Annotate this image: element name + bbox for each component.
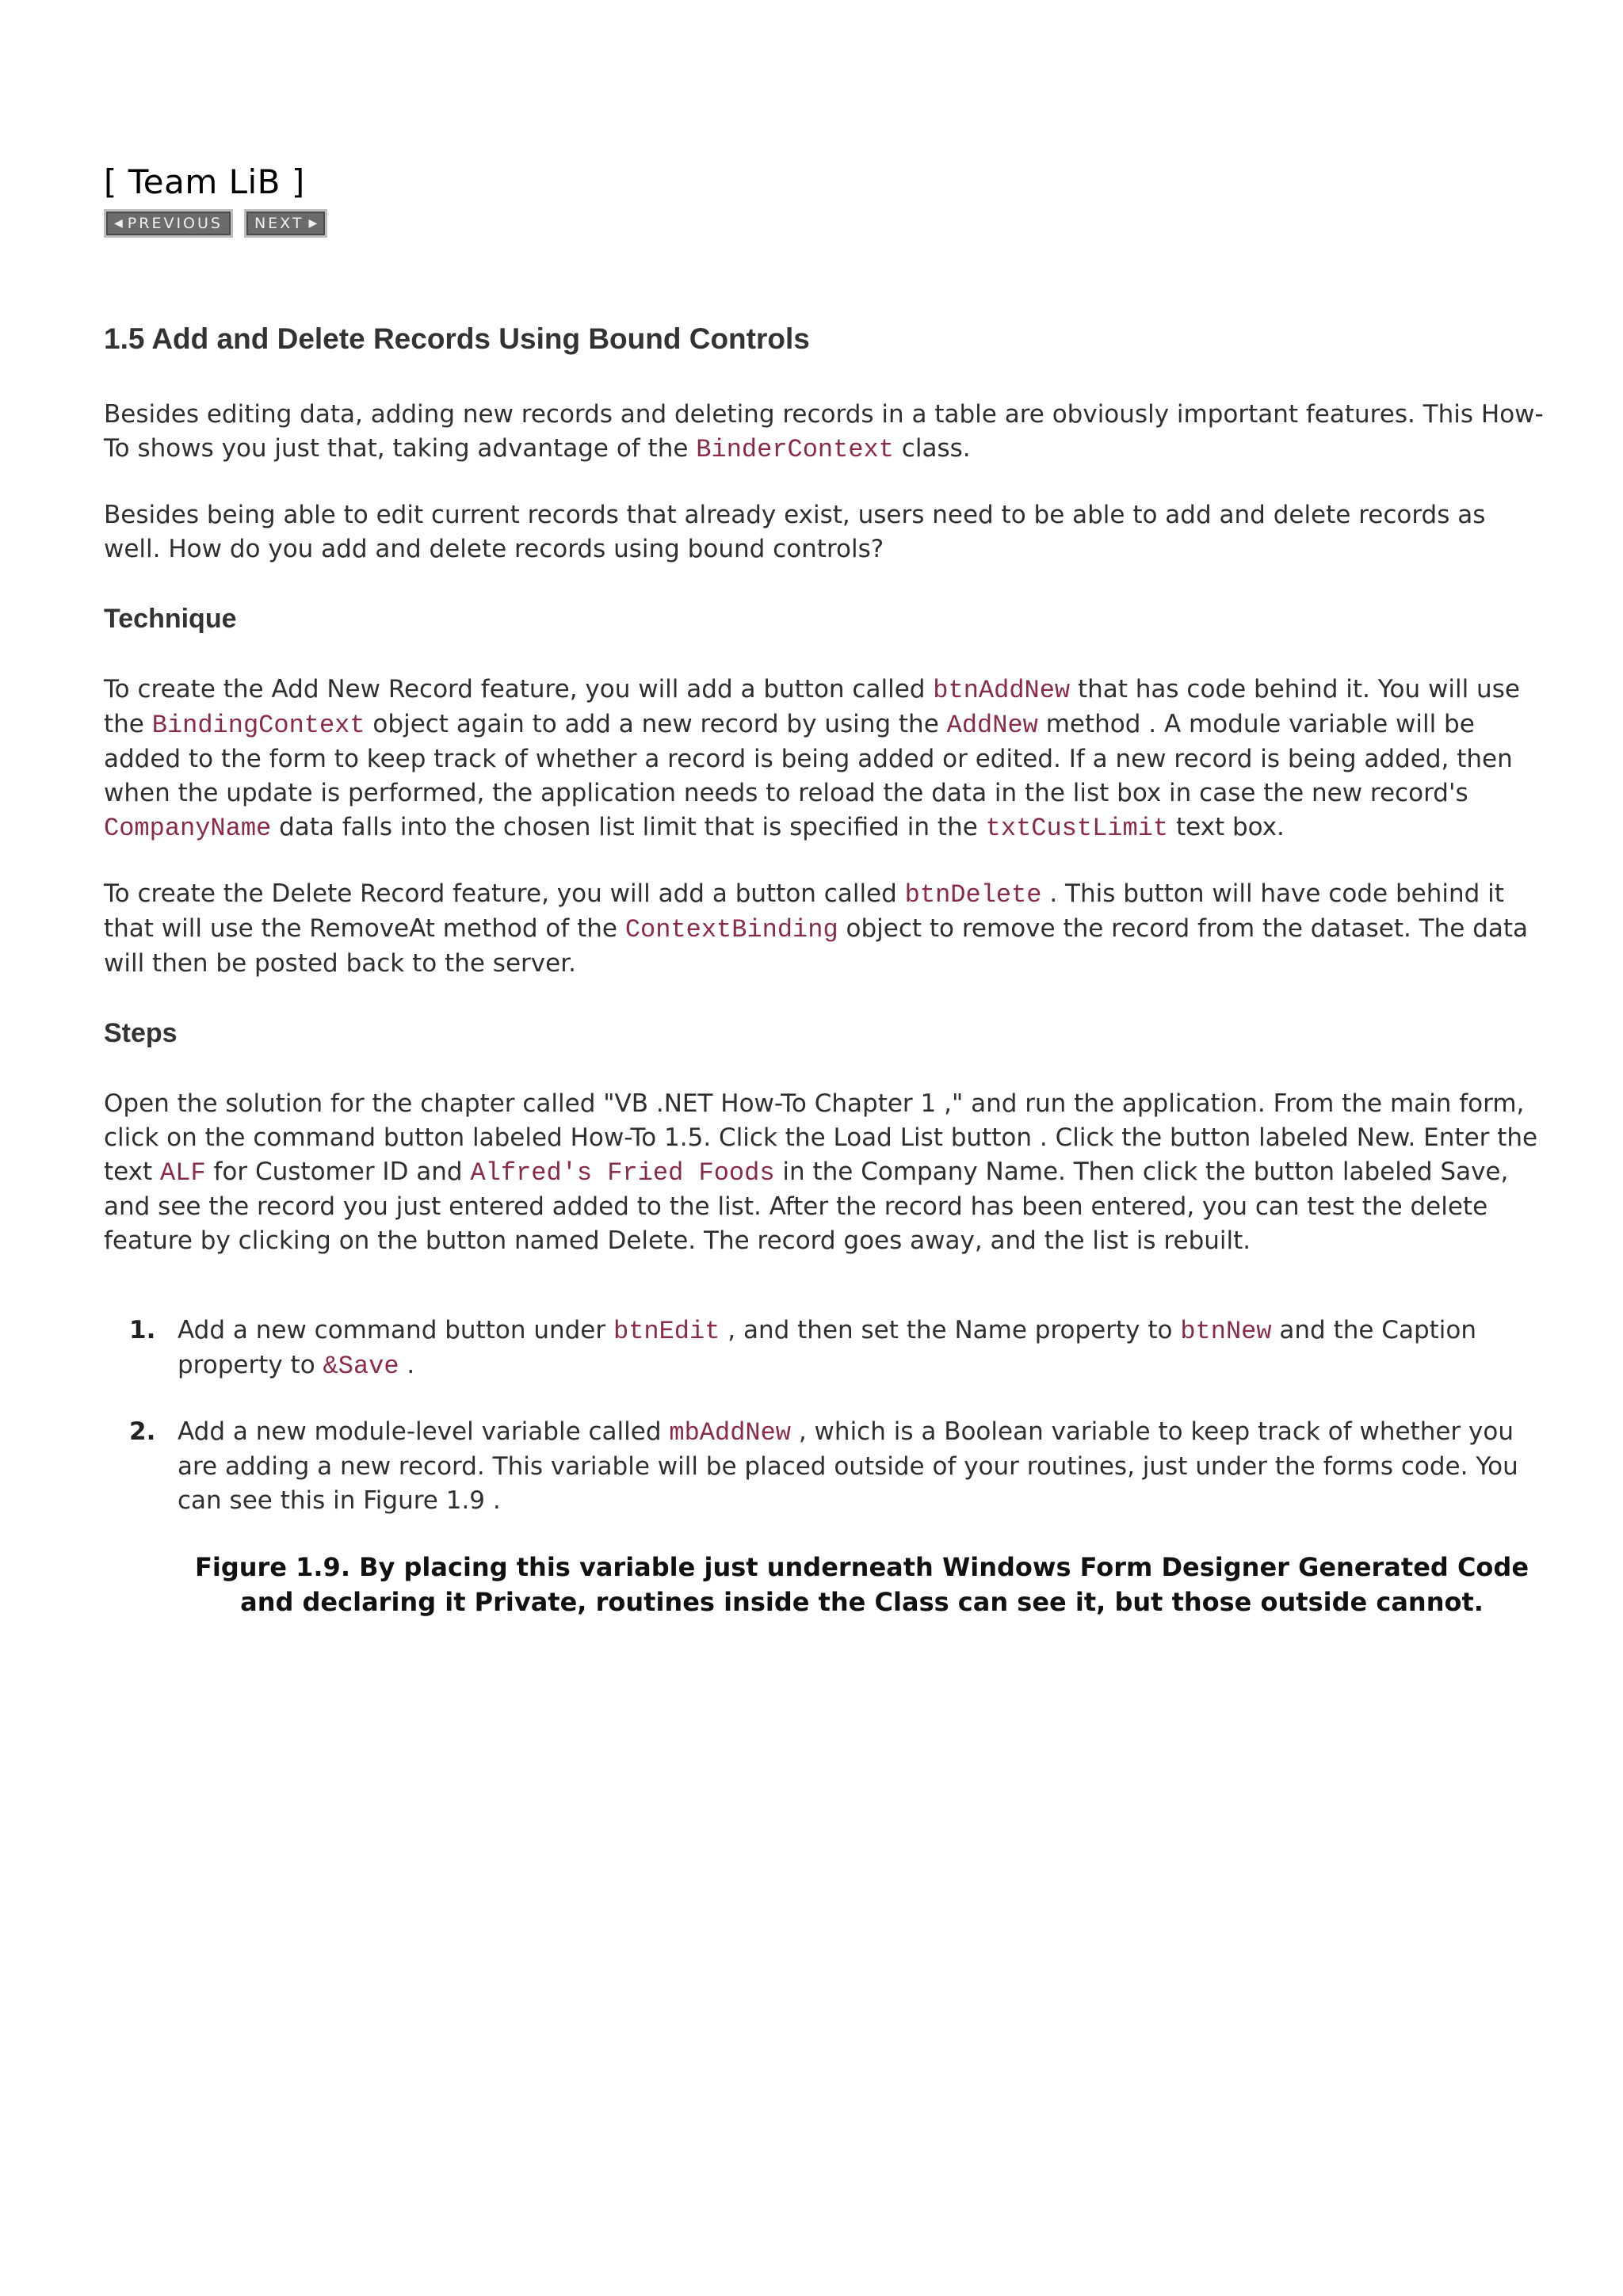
- intro-paragraph-1: Besides editing data, adding new records and deleting records in a table are obviously important features. This How-To shows you just that, taking advantage of the BinderContext class.: [104, 400, 1544, 464]
- steps-paragraph-1: Open the solution for the chapter called "VB .NET How-To Chapter 1 ," and run the application. From the main form, click on the command button labeled How-To 1.5. Click the Load List button . Click the button labeled New. Enter the text ALF for Customer ID and Alfred's Fried Foods in the Company Name. Then click the button labeled Save, and see the record you just entered added to the list. After the record has been entered, you can test the delete feature by clicking on the button named Delete. The record goes away, and the list is rebuilt.: [104, 1089, 1538, 1255]
- previous-button[interactable]: [104, 209, 233, 238]
- left-arrow-icon: ◀: [114, 217, 123, 230]
- code-btn-add-new: btnAddNew: [933, 676, 1071, 705]
- main-content: [104, 317, 1546, 1619]
- page-title: 1.5 Add and Delete Records Using Bound Controls: [104, 322, 810, 355]
- code-save-caption: &Save: [323, 1352, 399, 1381]
- list-item-number: 2.: [129, 1417, 156, 1446]
- technique-heading: Technique: [104, 604, 237, 634]
- code-binder-context: BinderContext: [696, 435, 894, 464]
- code-btn-edit: btnEdit: [613, 1317, 720, 1346]
- next-button[interactable]: [244, 209, 327, 238]
- right-arrow-icon: ▶: [308, 217, 318, 230]
- list-item: 2. Add a new module-level variable called mbAddNew , which is a Boolean variable to keep track of whether you are adding a new record. This variable will be placed outside of your routines, just under the forms code. You can see this in Figure 1.9 .: [104, 1415, 1546, 1518]
- team-lib-header: [ Team LiB ]: [104, 162, 305, 201]
- steps-heading: Steps: [104, 1018, 178, 1048]
- steps-list: [104, 1314, 1546, 1518]
- nav-buttons: [104, 209, 327, 238]
- list-item-number: 1.: [129, 1316, 156, 1344]
- next-label: NEXT: [254, 215, 304, 232]
- previous-label: PREVIOUS: [127, 215, 223, 232]
- code-add-new: AddNew: [946, 711, 1038, 740]
- code-mb-add-new: mbAddNew: [669, 1418, 791, 1447]
- code-binding-context: BindingContext: [151, 711, 365, 740]
- code-alfreds-fried-foods: Alfred's Fried Foods: [470, 1158, 775, 1188]
- intro-paragraph-2: Besides being able to edit current records that already exist, users need to be able to add and delete records as well. How do you add and delete records using bound controls?: [104, 501, 1486, 563]
- technique-paragraph-2: To create the Delete Record feature, you will add a button called btnDelete . This button will have code behind it that will use the RemoveAt method of the ContextBinding object to remove the record from the dataset. The data will then be posted back to the server.: [104, 879, 1529, 978]
- code-btn-delete: btnDelete: [904, 880, 1042, 910]
- code-btn-new: btnNew: [1180, 1317, 1272, 1346]
- technique-paragraph-1: To create the Add New Record feature, you will add a button called btnAddNew that has code behind it. You will use the BindingContext object again to add a new record by using the AddNew method . A module variable will be added to the form to keep track of whether a record is being added or edited. If a new record is being added, then when the update is performed, the application needs to reload the data in the list box in case the new record's CompanyName data falls into the chosen list limit that is specified in the txtCustLimit text box.: [104, 675, 1520, 843]
- figure-caption: Figure 1.9. By placing this variable just underneath Windows Form Designer Generated Code and declaring it Private, routines inside the Class can see it, but those outside cannot.: [194, 1552, 1529, 1617]
- code-alf: ALF: [160, 1158, 206, 1188]
- code-company-name: CompanyName: [104, 814, 272, 843]
- code-txt-cust-limit: txtCustLimit: [985, 814, 1169, 843]
- code-context-binding: ContextBinding: [624, 915, 838, 944]
- list-item: 1. Add a new command button under btnEdit , and then set the Name property to btnNew and the Caption property to &Save .: [104, 1314, 1546, 1383]
